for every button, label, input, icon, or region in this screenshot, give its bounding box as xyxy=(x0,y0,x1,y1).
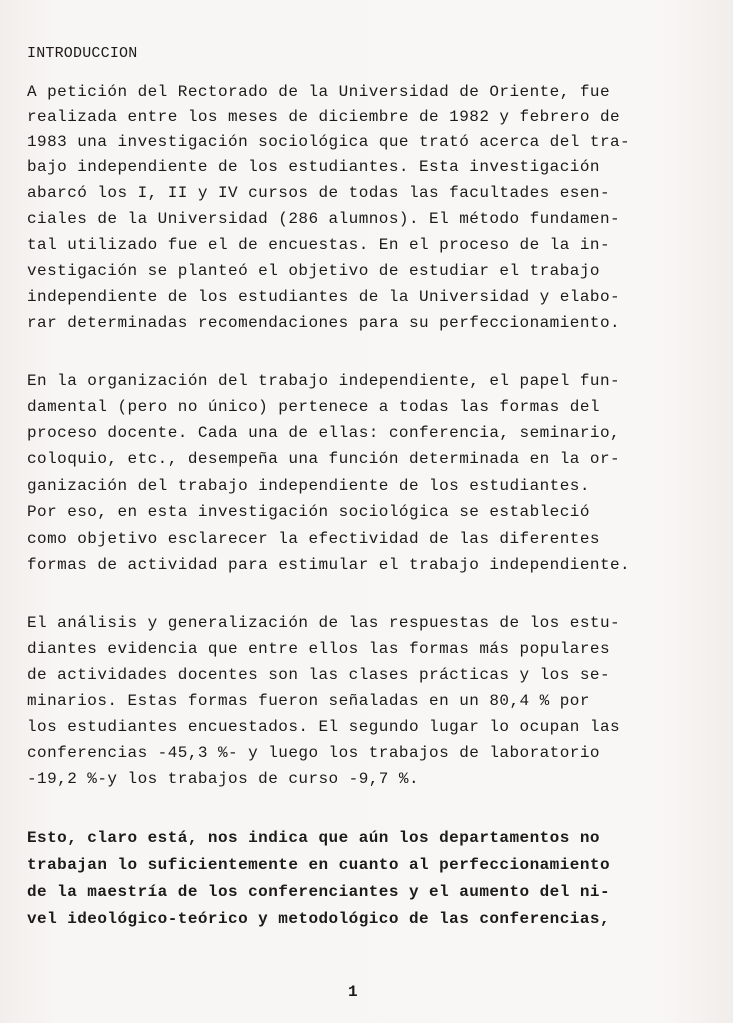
text-line: minarios. Estas formas fueron señaladas en un 80,4 % por xyxy=(27,692,590,710)
text-line: realizada entre los meses de diciembre de 1982 y febrero de xyxy=(27,108,621,126)
text-line: A petición del Rectorado de la Universidad de Oriente, fue xyxy=(27,83,610,101)
text-line: diantes evidencia que entre ellos las formas más populares xyxy=(27,640,610,658)
text-line: los estudiantes encuestados. El segundo lugar lo ocupan las xyxy=(27,718,621,736)
section-heading: INTRODUCCION xyxy=(27,45,138,62)
text-line: independiente de los estudiantes de la Universidad y elabo- xyxy=(27,288,621,306)
text-line: proceso docente. Cada una de ellas: conferencia, seminario, xyxy=(27,424,621,442)
text-line: de la maestría de los conferenciantes y el aumento del ni- xyxy=(27,883,610,901)
text-line: conferencias -45,3 %- y luego los trabajos de laboratorio xyxy=(27,744,600,762)
text-line: abarcó los I, II y IV cursos de todas las facultades esen- xyxy=(27,184,610,202)
text-line: Esto, claro está, nos indica que aún los departamentos no xyxy=(27,829,600,847)
text-line: tal utilizado fue el de encuestas. En el proceso de la in- xyxy=(27,236,610,254)
text-line: -19,2 %-y los trabajos de curso -9,7 %. xyxy=(27,770,420,788)
text-line: Por eso, en esta investigación sociológica se estableció xyxy=(27,503,590,521)
text-line: de actividades docentes son las clases prácticas y los se- xyxy=(27,666,610,684)
text-line: vel ideológico-teórico y metodológico de las conferencias, xyxy=(27,910,610,928)
text-line: 1983 una investigación sociológica que trató acerca del tra- xyxy=(27,133,631,151)
text-line: El análisis y generalización de las respuestas de los estu- xyxy=(27,614,621,632)
text-line: coloquio, etc., desempeña una función determinada en la or- xyxy=(27,450,621,468)
text-line: como objetivo esclarecer la efectividad de las diferentes xyxy=(27,530,600,548)
text-line: vestigación se planteó el objetivo de estudiar el trabajo xyxy=(27,262,600,280)
text-line: formas de actividad para estimular el trabajo independiente. xyxy=(27,556,631,574)
text-line: ganización del trabajo independiente de los estudiantes. xyxy=(27,477,590,495)
text-line: En la organización del trabajo independiente, el papel fun- xyxy=(27,372,621,390)
text-line: ciales de la Universidad (286 alumnos). El método fundamen- xyxy=(27,210,621,228)
text-line: trabajan lo suficientemente en cuanto al perfeccionamiento xyxy=(27,856,610,874)
text-line: damental (pero no único) pertenece a todas las formas del xyxy=(27,398,600,416)
page-number: 1 xyxy=(348,983,358,1001)
text-line: bajo independiente de los estudiantes. Esta investigación xyxy=(27,158,600,176)
text-line: rar determinadas recomendaciones para su perfeccionamiento. xyxy=(27,314,621,332)
